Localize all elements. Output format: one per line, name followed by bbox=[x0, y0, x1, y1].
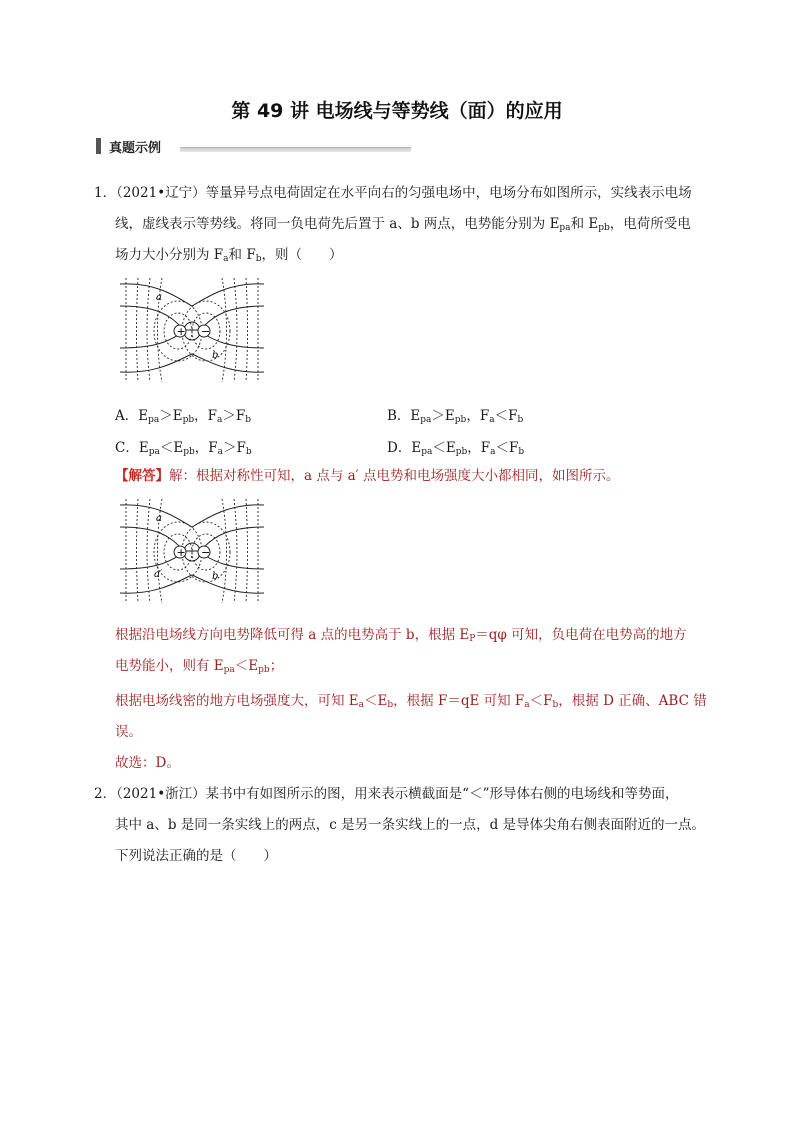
sub-a: a bbox=[223, 254, 229, 264]
q1-text-3c: ，则（ ） bbox=[261, 247, 343, 263]
section-rule bbox=[180, 147, 411, 152]
q2-text-1: 某书中有如图所示的图，用来表示横截面是“＜”形导体右侧的电场线和等势面， bbox=[205, 786, 679, 802]
answer-text: ＝qφ 可知，负电荷在电势高的地方 bbox=[475, 627, 687, 643]
q1-source: （2021•辽宁） bbox=[116, 185, 206, 201]
point-b-label: b bbox=[212, 350, 219, 361]
option-letter: B． bbox=[387, 408, 411, 424]
field-line bbox=[120, 284, 264, 306]
q2-line2 bbox=[115, 810, 705, 841]
answer-text: 误。 bbox=[115, 724, 142, 740]
answer-text: ＜E bbox=[234, 658, 259, 674]
q1-number: 1． bbox=[94, 185, 117, 201]
point-a-label: a bbox=[156, 513, 162, 524]
option-rel: ＞ bbox=[431, 408, 445, 424]
q2-number: 2． bbox=[94, 786, 117, 802]
option-d[interactable] bbox=[387, 436, 524, 457]
option-sub: b bbox=[245, 447, 252, 457]
option-sub: a bbox=[489, 415, 495, 425]
option-letter: D． bbox=[387, 440, 412, 456]
option-text: F bbox=[235, 408, 246, 424]
field-line bbox=[120, 555, 264, 569]
option-text: F bbox=[480, 440, 491, 456]
section-marker bbox=[96, 138, 101, 154]
q2-text-2: 其中 a、b 是同一条实线上的两点，c 是另一条实线上的一点，d 是导体尖角右侧表面附近的一点。 bbox=[115, 817, 706, 833]
section-label: 真题示例 bbox=[109, 140, 162, 156]
option-text: E bbox=[444, 408, 455, 424]
option-rel: ＜ bbox=[432, 440, 446, 456]
q1-text-3: 场力大小分别为 F bbox=[115, 247, 224, 263]
option-sep: ， bbox=[194, 440, 209, 456]
q1-line1 bbox=[94, 178, 692, 209]
point-a-label: a bbox=[156, 292, 162, 303]
option-rel: ＜ bbox=[494, 408, 509, 424]
option-sub: pb bbox=[182, 415, 195, 425]
option-sub: pb bbox=[454, 415, 467, 425]
option-sub: b bbox=[518, 447, 525, 457]
page-title: 第 49 讲 电场线与等势线（面）的应用 bbox=[231, 100, 563, 122]
option-rel: ＜ bbox=[495, 440, 509, 456]
answer-text: 根据沿电场线方向电势降低可得 a 点的电势高于 b，根据 E bbox=[115, 627, 470, 643]
answer-line-1 bbox=[115, 620, 687, 655]
option-rel: ＜ bbox=[159, 440, 174, 456]
option-sep: ， bbox=[467, 440, 481, 456]
q1-line3 bbox=[115, 240, 342, 275]
option-text: F bbox=[207, 408, 218, 424]
option-sub: a bbox=[490, 447, 496, 457]
answer-sub: b bbox=[387, 700, 394, 710]
answer-text: ＜F bbox=[529, 693, 553, 709]
option-text: F bbox=[508, 440, 519, 456]
field-diagram-1 bbox=[118, 276, 266, 384]
option-text: E bbox=[172, 408, 183, 424]
answer-tag: 【解答】 bbox=[115, 468, 169, 484]
q1-text-1: 等量异号点电荷固定在水平向右的匀强电场中，电场分布如图所示，实线表示电场 bbox=[205, 185, 692, 201]
option-b[interactable] bbox=[387, 404, 523, 425]
option-letter: A． bbox=[115, 408, 139, 424]
q1-line2 bbox=[115, 209, 691, 244]
answer-choice-text: 故选：D。 bbox=[115, 755, 180, 771]
option-text: F bbox=[479, 408, 490, 424]
option-sub: pa bbox=[148, 447, 160, 457]
q1-text-3b: 和 F bbox=[228, 247, 256, 263]
option-text: F bbox=[236, 440, 246, 456]
answer-text: ＜E bbox=[364, 693, 388, 709]
point-a-prime-label: a′ bbox=[154, 569, 163, 580]
q2-line3 bbox=[115, 841, 277, 872]
option-sub: b bbox=[517, 415, 524, 425]
option-rel: ＞ bbox=[159, 408, 173, 424]
option-sub: a bbox=[217, 415, 223, 425]
plus-sign: + bbox=[176, 325, 186, 338]
option-sub: b bbox=[245, 415, 252, 425]
answer-choice bbox=[115, 748, 180, 779]
option-text: E bbox=[445, 440, 456, 456]
option-text: F bbox=[508, 408, 518, 424]
option-text: E bbox=[410, 408, 421, 424]
q1-text-2: 线，虚线表示等势线。将同一负电荷先后置于 a、b 两点，电势能分别为 E bbox=[115, 216, 560, 232]
option-sub: pa bbox=[421, 447, 433, 457]
option-text: F bbox=[208, 440, 218, 456]
answer-intro-text: 解：根据对称性可知，a 点与 a′ 点电势和电场强度大小都相同，如图所示。 bbox=[169, 468, 620, 484]
answer-text: ，根据 F＝qE 可知 F bbox=[393, 693, 525, 709]
answer-sub: P bbox=[469, 634, 476, 644]
answer-text: 根据电场线密的地方电场强度大，可知 E bbox=[115, 693, 359, 709]
q2-source: （2021•浙江） bbox=[116, 786, 206, 802]
option-sub: pb bbox=[455, 447, 468, 457]
answer-intro bbox=[115, 461, 620, 492]
minus-sign: − bbox=[201, 325, 211, 338]
option-sub: pa bbox=[148, 415, 160, 425]
q2-line1 bbox=[94, 779, 678, 810]
point-b-label: b bbox=[212, 571, 219, 582]
option-sep: ， bbox=[466, 408, 480, 424]
sub-pa: pa bbox=[559, 223, 571, 233]
option-sub: pa bbox=[420, 415, 432, 425]
answer-text: ； bbox=[269, 658, 284, 674]
option-sep: ， bbox=[194, 408, 208, 424]
field-line bbox=[120, 354, 264, 372]
answer-sub: pb bbox=[258, 665, 270, 675]
field-line bbox=[120, 527, 264, 547]
field-line bbox=[120, 334, 264, 348]
answer-line-3 bbox=[115, 686, 707, 721]
sub-pb: pb bbox=[598, 223, 610, 233]
option-rel: ＞ bbox=[222, 408, 236, 424]
field-line bbox=[120, 505, 264, 527]
option-letter: C． bbox=[115, 440, 139, 456]
plus-sign: + bbox=[176, 546, 186, 559]
option-c[interactable] bbox=[115, 436, 252, 457]
q1-text-2b: 和 E bbox=[570, 216, 599, 232]
field-diagram-2 bbox=[118, 497, 266, 605]
option-a[interactable] bbox=[115, 404, 251, 425]
answer-text: 电势能小，则有 E bbox=[115, 658, 224, 674]
option-sub: a bbox=[217, 447, 223, 457]
answer-line-2 bbox=[115, 651, 283, 686]
option-text: E bbox=[411, 440, 422, 456]
answer-sub: b bbox=[552, 700, 559, 710]
section-header bbox=[96, 136, 161, 156]
answer-text: ，根据 D 正确、ABC 错 bbox=[558, 693, 707, 709]
option-text: E bbox=[138, 408, 149, 424]
option-text: E bbox=[173, 440, 184, 456]
option-text: E bbox=[138, 440, 149, 456]
field-line bbox=[120, 575, 264, 593]
option-rel: ＞ bbox=[222, 440, 237, 456]
answer-sub: a bbox=[358, 700, 365, 710]
q1-text-2c: ，电荷所受电 bbox=[609, 216, 691, 232]
field-line bbox=[120, 306, 264, 326]
answer-sub: pa bbox=[223, 665, 235, 675]
q2-text-3: 下列说法正确的是（ ） bbox=[115, 848, 277, 864]
sub-b: b bbox=[255, 254, 262, 264]
minus-sign: − bbox=[201, 546, 211, 559]
answer-sub: a bbox=[524, 700, 530, 710]
answer-line-4 bbox=[115, 717, 142, 748]
option-sub: pb bbox=[183, 447, 195, 457]
